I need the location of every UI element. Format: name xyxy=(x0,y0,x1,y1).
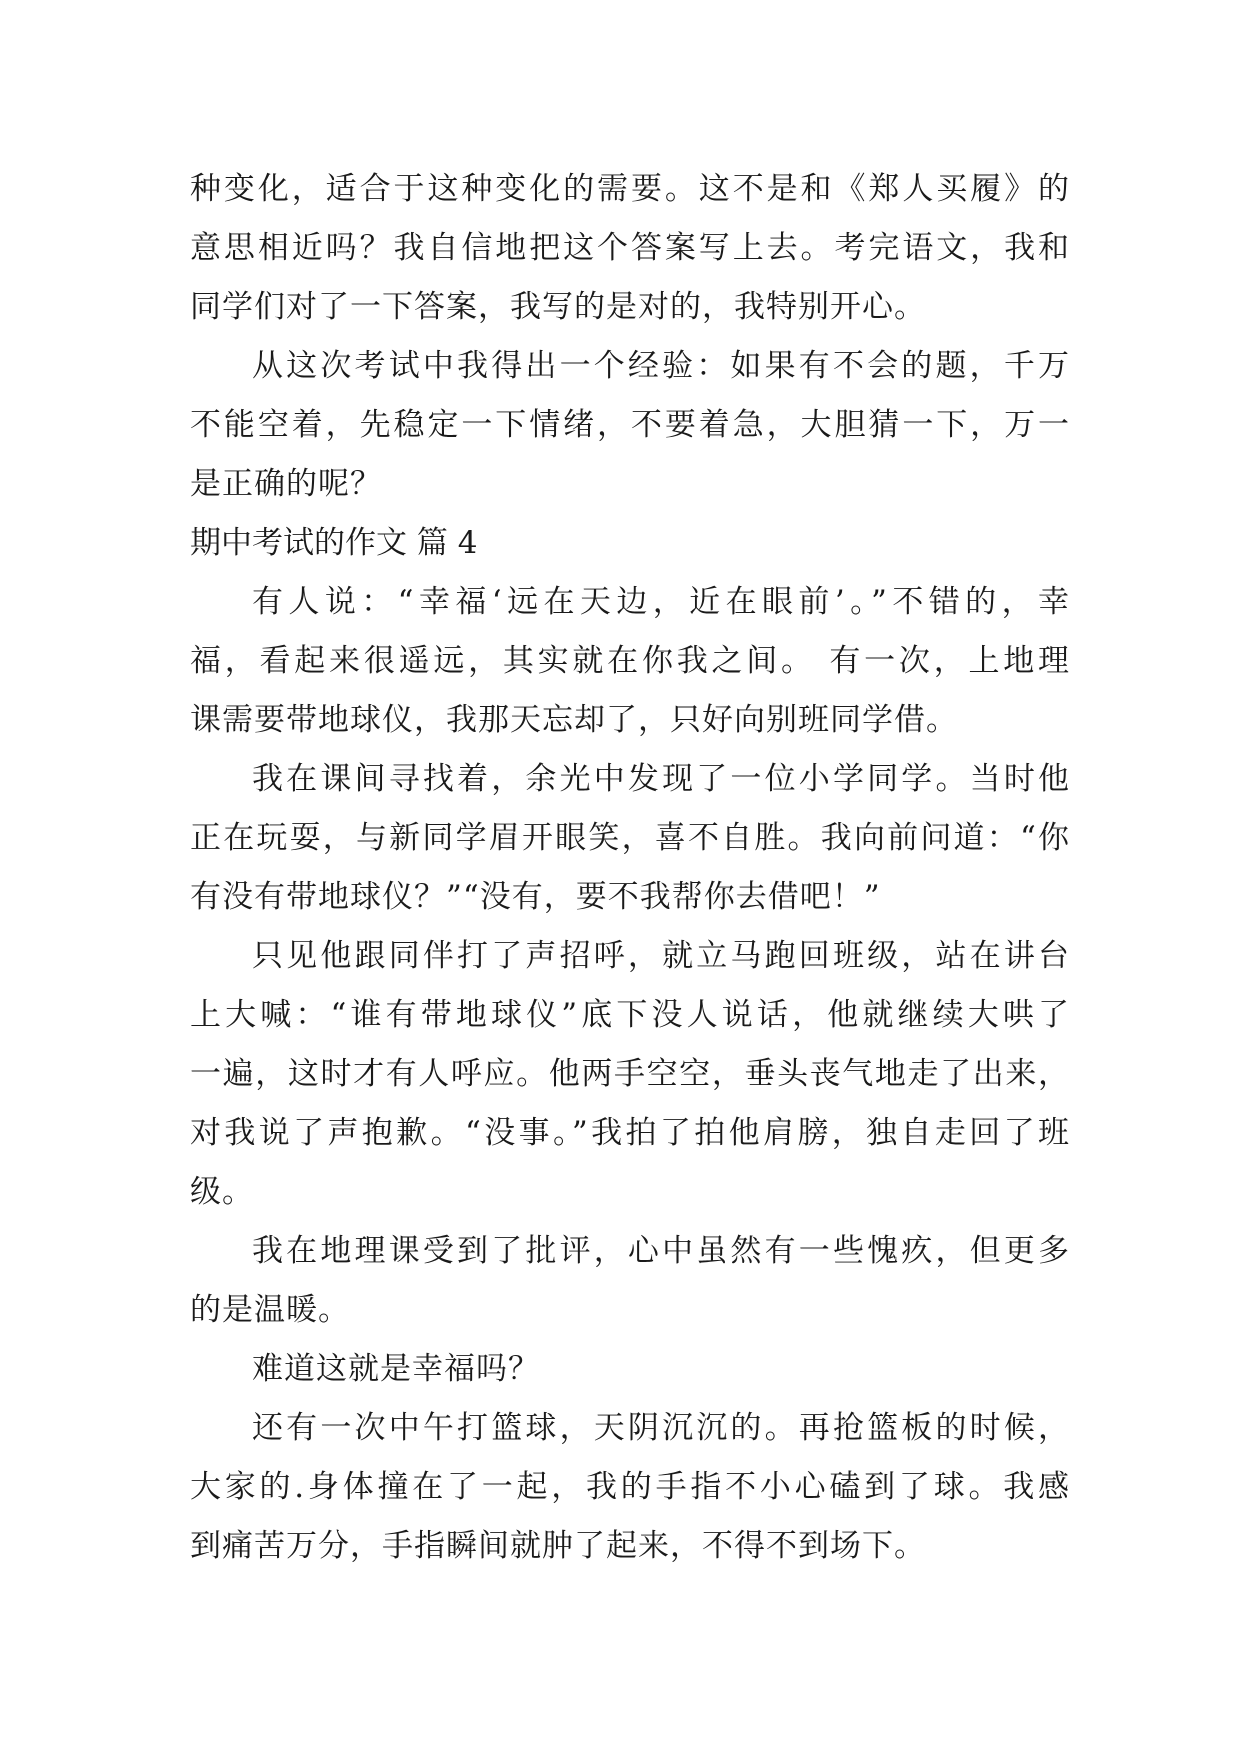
text-line: 福，看起来很遥远，其实就在你我之间。 有一次，上地理 xyxy=(190,643,1070,679)
text-line: 一遍，这时才有人呼应。他两手空空，垂头丧气地走了出来， xyxy=(190,1056,1070,1092)
text-line: 是正确的呢？ xyxy=(190,466,382,502)
text-line: 对我说了声抱歉。“没事。”我拍了拍他肩膀，独自走回了班 xyxy=(190,1115,1070,1151)
paragraph-start-line: 难道这就是幸福吗？ xyxy=(252,1351,540,1387)
text-line: 上大喊：“谁有带地球仪”底下没人说话，他就继续大哄了 xyxy=(190,997,1070,1033)
paragraph-start-line: 从这次考试中我得出一个经验：如果有不会的题，千万 xyxy=(252,348,1070,384)
paragraph-start-line: 有人说：“幸福‘远在天边，近在眼前’。”不错的，幸 xyxy=(252,584,1070,620)
text-line: 的是温暖。 xyxy=(190,1292,350,1328)
text-line: 到痛苦万分，手指瞬间就肿了起来，不得不到场下。 xyxy=(190,1528,926,1564)
paragraph-start-line: 我在地理课受到了批评，心中虽然有一些愧疚，但更多 xyxy=(252,1233,1070,1269)
text-line: 正在玩耍，与新同学眉开眼笑，喜不自胜。我向前问道：“你 xyxy=(190,820,1070,856)
paragraph-start-line: 我在课间寻找着，余光中发现了一位小学同学。当时他 xyxy=(252,761,1070,797)
text-line: 同学们对了一下答案，我写的是对的，我特别开心。 xyxy=(190,289,926,325)
paragraph-start-line: 只见他跟同伴打了声招呼，就立马跑回班级，站在讲台 xyxy=(252,938,1070,974)
section-heading: 期中考试的作文 篇 4 xyxy=(190,525,478,561)
text-line: 意思相近吗？我自信地把这个答案写上去。考完语文，我和 xyxy=(190,230,1070,266)
text-line: 有没有带地球仪？”“没有，要不我帮你去借吧！” xyxy=(190,879,881,915)
text-line: 大家的.身体撞在了一起，我的手指不小心磕到了球。我感 xyxy=(190,1469,1070,1505)
text-line: 种变化，适合于这种变化的需要。这不是和《郑人买履》的 xyxy=(190,171,1070,207)
text-line: 不能空着，先稳定一下情绪，不要着急，大胆猜一下，万一 xyxy=(190,407,1070,443)
paragraph-start-line: 还有一次中午打篮球，天阴沉沉的。再抢篮板的时候， xyxy=(252,1410,1070,1446)
text-line: 课需要带地球仪，我那天忘却了，只好向别班同学借。 xyxy=(190,702,958,738)
essay-text xyxy=(190,160,1070,1576)
text-line: 级。 xyxy=(190,1174,254,1210)
